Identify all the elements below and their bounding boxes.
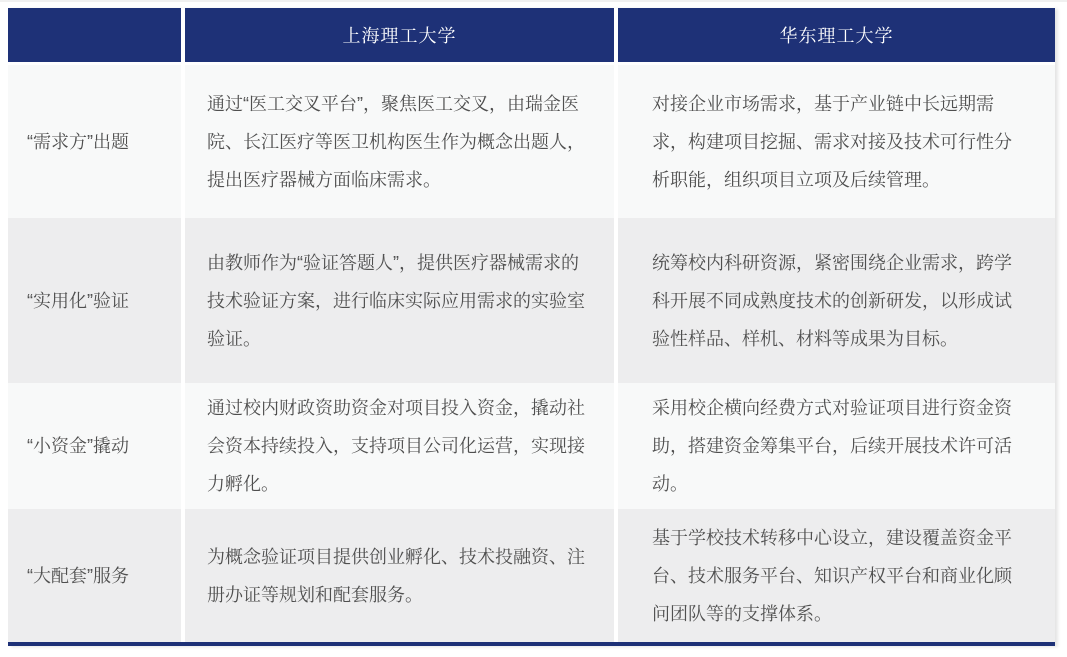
table-row xyxy=(8,65,1055,218)
cell-shanghai: 通过“医工交叉平台”，聚焦医工交叉，由瑞金医院、长江医疗等医卫机构医生作为概念出题人，提出医疗器械方面临床需求。 xyxy=(185,65,614,218)
page-top-edge xyxy=(0,0,1067,2)
row-label: “实用化”验证 xyxy=(8,218,181,383)
table-row xyxy=(8,218,1055,383)
cell-huadong: 对接企业市场需求，基于产业链中长远期需求，构建项目挖掘、需求对接及技术可行性分析职能，组织项目立项及后续管理。 xyxy=(618,65,1055,218)
row-label: “需求方”出题 xyxy=(8,65,181,218)
cell-huadong: 统筹校内科研资源，紧密围绕企业需求，跨学科开展不同成熟度技术的创新研发，以形成试验性样品、样机、材料等成果为目标。 xyxy=(618,218,1055,383)
row-label: “大配套”服务 xyxy=(8,509,181,642)
cell-huadong: 采用校企横向经费方式对验证项目进行资金资助，搭建资金筹集平台，后续开展技术许可活动。 xyxy=(618,383,1055,509)
cell-huadong: 基于学校技术转移中心设立，建设覆盖资金平台、技术服务平台、知识产权平台和商业化顾问团队等的支撑体系。 xyxy=(618,509,1055,642)
comparison-table xyxy=(8,8,1055,646)
table-row xyxy=(8,383,1055,509)
table-row xyxy=(8,509,1055,642)
table-header-row xyxy=(8,8,1055,62)
cell-shanghai: 为概念验证项目提供创业孵化、技术投融资、注册办证等规划和配套服务。 xyxy=(185,509,614,642)
header-cell-ecust: 华东理工大学 xyxy=(618,8,1055,62)
table-bottom-accent-bar xyxy=(8,642,1055,646)
header-cell-empty xyxy=(8,8,181,62)
header-cell-shanghai-usst: 上海理工大学 xyxy=(185,8,614,62)
row-label: “小资金”撬动 xyxy=(8,383,181,509)
cell-shanghai: 由教师作为“验证答题人”，提供医疗器械需求的技术验证方案，进行临床实际应用需求的实验室验证。 xyxy=(185,218,614,383)
cell-shanghai: 通过校内财政资助资金对项目投入资金，撬动社会资本持续投入，支持项目公司化运营，实现接力孵化。 xyxy=(185,383,614,509)
